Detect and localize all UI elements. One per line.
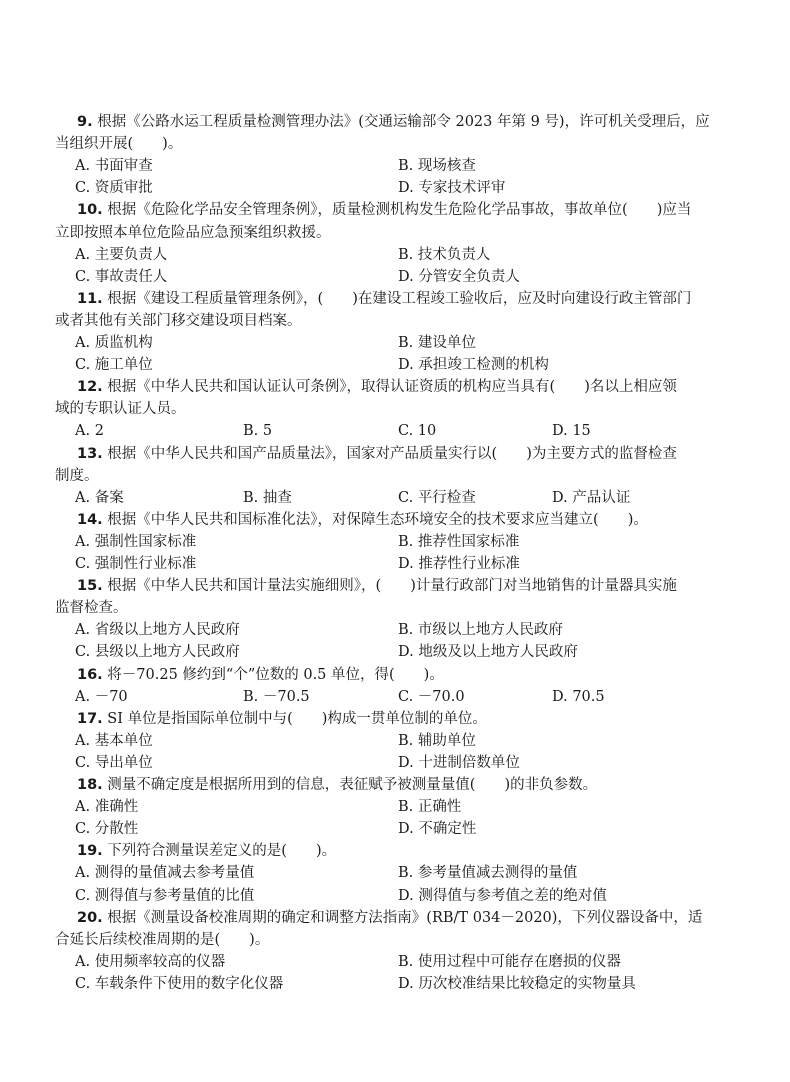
question-stem-line (77, 575, 677, 597)
answer-option[interactable]: B. 辅助单位 (398, 732, 476, 749)
answer-option[interactable]: D. 测得值与参考值之差的绝对值 (398, 887, 607, 904)
answer-option[interactable]: D. 专家技术评审 (398, 180, 506, 197)
answer-option[interactable]: D. 分管安全负责人 (398, 268, 520, 285)
question-number: 12. (77, 379, 103, 396)
answer-option[interactable]: D. 15 (552, 423, 591, 440)
question-stem-text: 立即按照本单位危险品应急预案组织救援。 (55, 224, 331, 241)
answer-option[interactable]: C. －70.0 (398, 688, 465, 705)
question-stem-line (77, 288, 691, 310)
answer-option[interactable]: A. 主要负责人 (75, 246, 168, 263)
answer-option[interactable]: D. 历次校准结果比较稳定的实物量具 (398, 975, 636, 992)
answer-option[interactable]: B. 抽查 (243, 489, 292, 506)
question-stem-line (77, 509, 648, 531)
answer-option[interactable]: A. 基本单位 (75, 732, 153, 749)
answer-option[interactable]: A. 书面审查 (75, 158, 153, 175)
answer-option[interactable]: A. 准确性 (75, 799, 139, 816)
question-stem-text: 根据《公路水运工程质量检测管理办法》(交通运输部令 2023 年第 9 号)，许可机关受理后，应 (97, 114, 710, 130)
answer-option[interactable]: D. 推荐性行业标准 (398, 556, 520, 572)
question-stem-line (55, 222, 331, 244)
question-stem-text: 根据《中华人民共和国产品质量法》，国家对产品质量实行以( )为主要方式的监督检查 (107, 445, 677, 462)
question-stem-line (77, 199, 691, 221)
question-number: 10. (77, 202, 103, 219)
question-number: 15. (77, 578, 103, 595)
answer-option[interactable]: C. 强制性行业标准 (75, 556, 197, 572)
question-number: 13. (77, 445, 103, 462)
question-stem-text: 合延长后续校准周期的是( )。 (55, 931, 270, 948)
question-stem-text: 将－70.25 修约到“个”位数的 0.5 单位，得( )。 (107, 666, 444, 683)
question-stem-line (77, 774, 597, 796)
question-number: 11. (77, 290, 103, 307)
answer-option[interactable]: A. 强制性国家标准 (75, 533, 197, 550)
answer-option[interactable]: B. 市级以上地方人民政府 (398, 622, 563, 639)
answer-option[interactable]: C. 县级以上地方人民政府 (75, 644, 240, 661)
question-stem-line (55, 597, 128, 619)
question-stem-text: 域的专职认证人员。 (55, 401, 186, 418)
answer-option[interactable]: C. 车载条件下使用的数字化仪器 (75, 975, 284, 992)
question-stem-text: 下列符合测量误差定义的是( )。 (107, 843, 337, 860)
answer-option[interactable]: A. 质监机构 (75, 335, 153, 351)
question-number: 14. (77, 511, 103, 528)
answer-option[interactable]: A. 备案 (75, 489, 124, 506)
question-stem-line (77, 708, 487, 730)
question-stem-line (77, 664, 444, 686)
question-number: 18. (77, 777, 103, 793)
answer-option[interactable]: B. －70.5 (243, 688, 310, 705)
question-stem-text: 根据《中华人民共和国认证认可条例》，取得认证资质的机构应当具有( )名以上相应领 (107, 379, 677, 396)
question-number: 20. (77, 909, 103, 926)
answer-option[interactable]: D. 产品认证 (552, 489, 631, 506)
answer-option[interactable]: C. 平行检查 (398, 489, 476, 506)
answer-option[interactable]: B. 5 (243, 423, 273, 440)
answer-option[interactable]: C. 资质审批 (75, 180, 153, 197)
answer-option[interactable]: C. 施工单位 (75, 357, 153, 374)
question-stem-line (77, 111, 710, 133)
answer-option[interactable]: C. 分散性 (75, 821, 139, 838)
answer-option[interactable]: A. 省级以上地方人民政府 (75, 622, 240, 639)
question-stem-line (55, 465, 99, 487)
answer-option[interactable]: B. 使用过程中可能存在磨损的仪器 (398, 953, 621, 970)
question-stem-line (55, 929, 269, 951)
question-stem-text: 测量不确定度是根据所用到的信息，表征赋予被测量量值( )的非负参数。 (107, 777, 598, 793)
question-stem-line (77, 840, 336, 862)
answer-option[interactable]: B. 现场核查 (398, 158, 476, 175)
answer-option[interactable]: A. 使用频率较高的仪器 (75, 953, 226, 970)
answer-option[interactable]: B. 建设单位 (398, 335, 476, 351)
answer-option[interactable]: A. 测得的量值减去参考量值 (75, 865, 255, 882)
question-stem-line (55, 310, 302, 332)
question-stem-text: SI 单位是指国际单位制中与( )构成一贯单位制的单位。 (107, 710, 487, 727)
question-stem-text: 根据《建设工程质量管理条例》，( )在建设工程竣工验收后，应及时向建设行政主管部门 (107, 290, 692, 307)
question-number: 17. (77, 710, 103, 727)
answer-option[interactable]: C. 测得值与参考量值的比值 (75, 887, 255, 904)
question-stem-text: 根据《测量设备校准周期的确定和调整方法指南》(RB/T 034－2020)，下列仪器设备中，适 (107, 909, 703, 926)
question-stem-line (77, 443, 677, 465)
answer-option[interactable]: C. 事故责任人 (75, 268, 168, 285)
answer-option[interactable]: D. 70.5 (552, 688, 605, 705)
answer-option[interactable]: D. 地级及以上地方人民政府 (398, 644, 578, 661)
question-stem-text: 监督检查。 (55, 600, 128, 617)
question-stem-text: 或者其他有关部门移交建设项目档案。 (55, 312, 302, 329)
answer-option[interactable]: B. 参考量值减去测得的量值 (398, 865, 578, 882)
question-stem-text: 制度。 (55, 467, 99, 484)
answer-option[interactable]: D. 承担竣工检测的机构 (398, 357, 549, 374)
question-number: 16. (77, 666, 103, 683)
answer-option[interactable]: D. 十进制倍数单位 (398, 754, 520, 771)
answer-option[interactable]: C. 导出单位 (75, 754, 153, 771)
answer-option[interactable]: A. 2 (75, 423, 104, 440)
answer-option[interactable]: D. 不确定性 (398, 821, 477, 838)
answer-option[interactable]: B. 推荐性国家标准 (398, 533, 520, 550)
answer-option[interactable]: B. 正确性 (398, 799, 462, 816)
question-stem-text: 根据《中华人民共和国计量法实施细则》，( )计量行政部门对当地销售的计量器具实施 (107, 578, 677, 595)
question-stem-line (77, 907, 702, 929)
answer-option[interactable]: B. 技术负责人 (398, 246, 491, 263)
question-number: 19. (77, 843, 103, 860)
question-stem-text: 根据《危险化学品安全管理条例》，质量检测机构发生危险化学品事故，事故单位( )应当 (107, 202, 692, 219)
question-stem-line (77, 376, 677, 398)
question-stem-line (55, 398, 186, 420)
question-number: 9. (77, 114, 93, 130)
question-stem-line (55, 133, 182, 155)
answer-option[interactable]: C. 10 (398, 423, 437, 440)
question-stem-text: 根据《中华人民共和国标准化法》，对保障生态环境安全的技术要求应当建立( )。 (107, 511, 648, 528)
answer-option[interactable]: A. －70 (75, 688, 128, 705)
question-stem-text: 当组织开展( )。 (55, 136, 183, 153)
